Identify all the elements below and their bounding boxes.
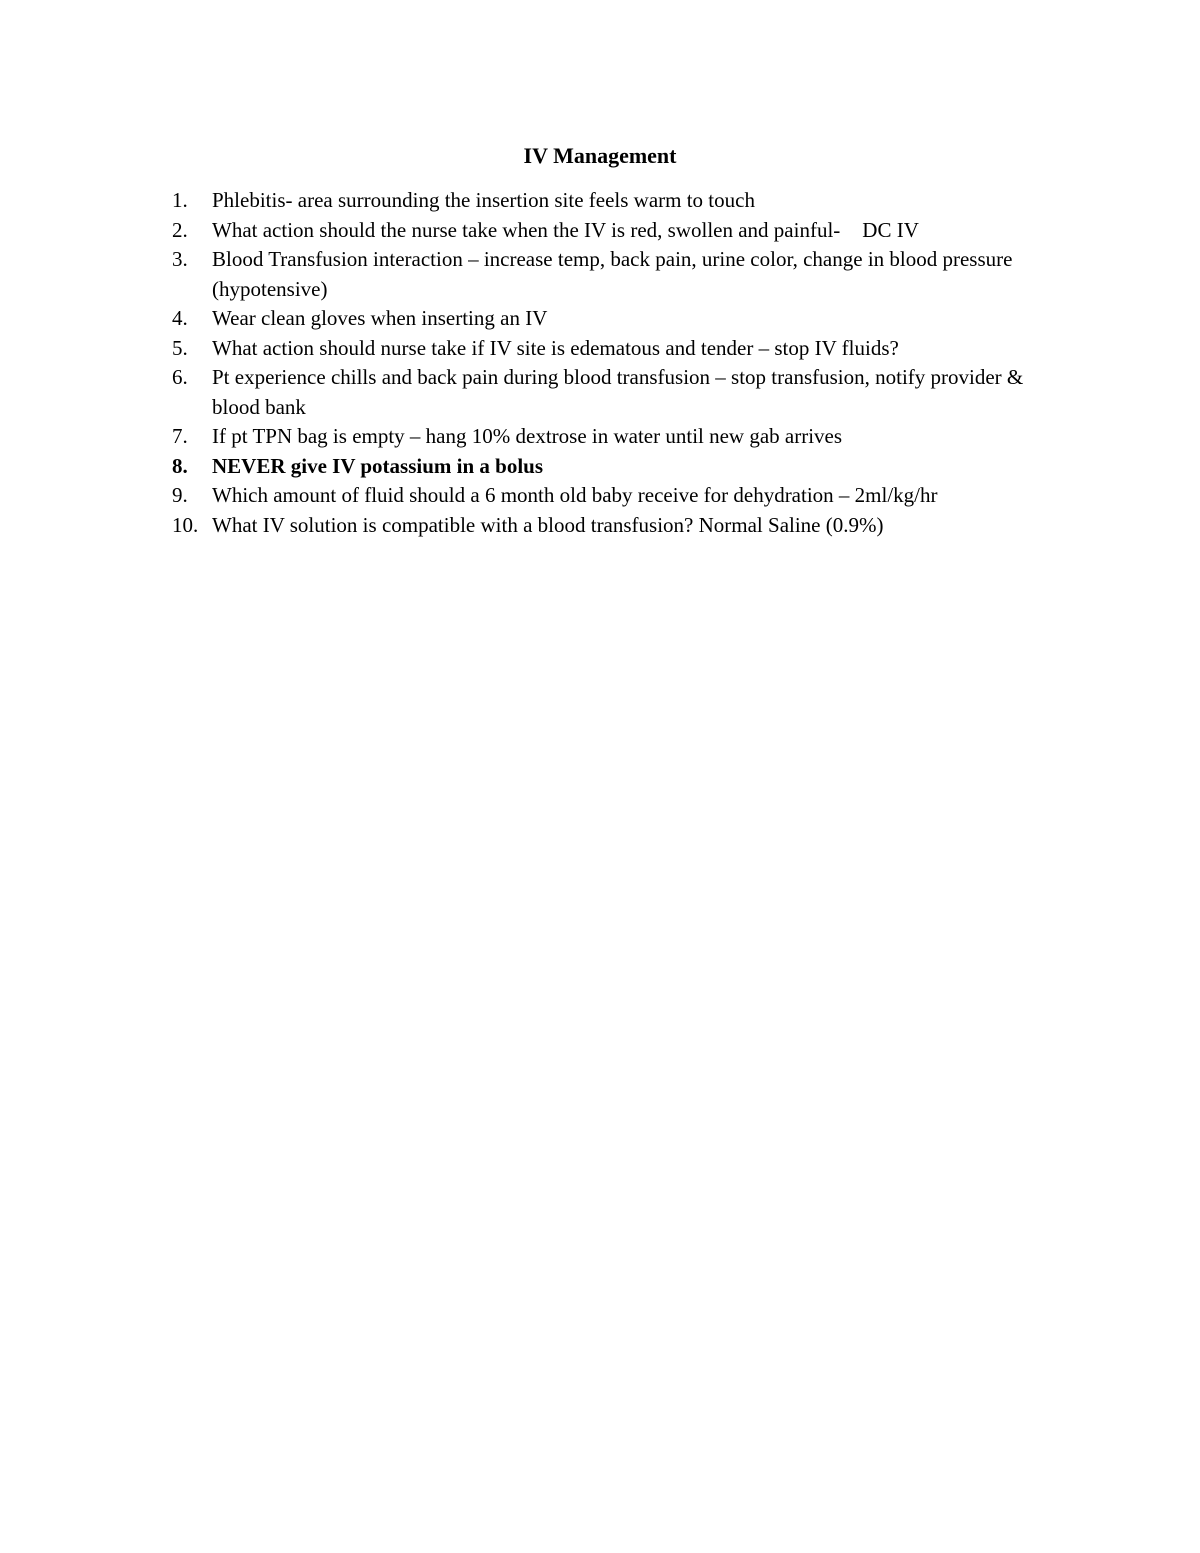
item-text: What action should nurse take if IV site is edematous and tender – stop IV fluids?: [212, 335, 899, 360]
item-text: Phlebitis- area surrounding the insertion site feels warm to touch: [212, 188, 755, 212]
list-item-8: [172, 452, 1042, 482]
item-text: Pt experience chills and back pain during blood transfusion – stop transfusion, notify provider & blood bank: [212, 365, 1024, 419]
item-number: 4.: [172, 306, 188, 330]
item-number: 7.: [172, 424, 188, 448]
list-item-3: [172, 245, 1042, 304]
item-number: 3.: [172, 247, 188, 271]
list-item-9: [172, 481, 1042, 511]
item-text-wrapper: [212, 216, 1042, 246]
item-number: 9.: [172, 483, 188, 507]
item-text: Blood Transfusion interaction – increase temp, back pain, urine color, change in blood pressure (hypotensive): [212, 247, 1013, 301]
item-list: [172, 186, 1042, 540]
item-text: What IV solution is compatible with a blood transfusion? Normal Saline (0.9%): [212, 512, 884, 537]
item-text: NEVER give IV potassium in a bolus: [212, 453, 544, 478]
list-item-4: [172, 304, 1042, 334]
page-title: IV Management: [523, 143, 677, 168]
list-item-1: [172, 186, 1042, 216]
list-item-7: [172, 422, 1042, 452]
item-number: 8.: [172, 453, 188, 478]
item-number: 5.: [172, 335, 188, 360]
item-text: What action should the nurse take when the IV is red, swollen and painful-: [212, 217, 841, 242]
item-number: 2.: [172, 217, 188, 242]
item-number: 1.: [172, 188, 188, 212]
item-text: If pt TPN bag is empty – hang 10% dextrose in water until new gab arrives: [212, 424, 843, 448]
list-item-2: [172, 216, 1042, 246]
item-text: Which amount of fluid should a 6 month old baby receive for dehydration – 2ml/kg/hr: [212, 483, 938, 507]
item-number: 10.: [172, 512, 199, 537]
item-answer: DC IV: [862, 217, 919, 242]
item-number: 6.: [172, 365, 188, 389]
list-item-5: [172, 334, 1042, 364]
list-item-6: [172, 363, 1042, 422]
item-text: Wear clean gloves when inserting an IV: [212, 306, 548, 330]
list-item-10: [172, 511, 1042, 541]
